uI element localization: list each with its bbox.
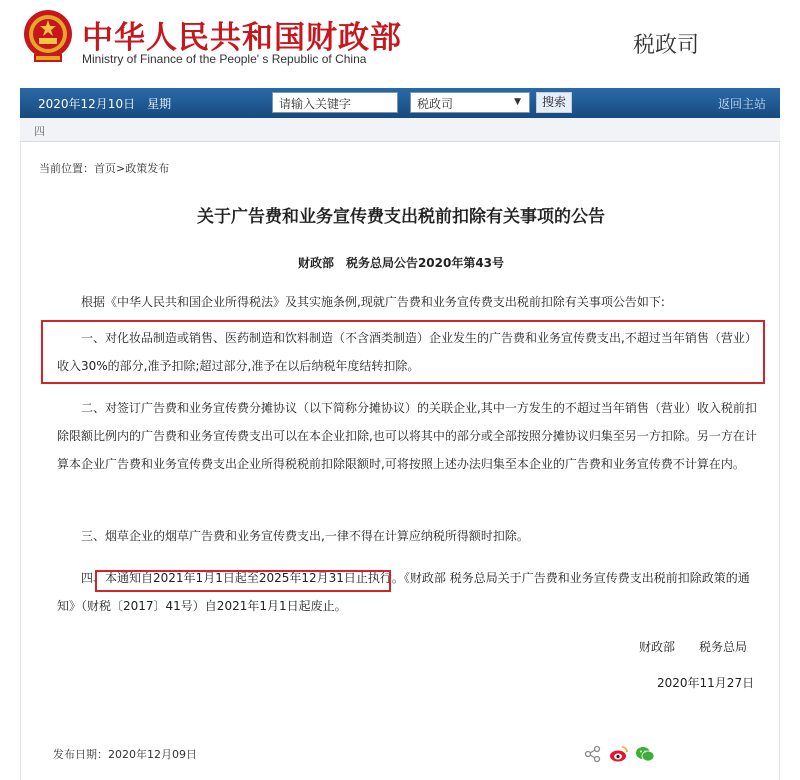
signature-date: 2020年11月27日 [657,676,755,690]
share-icon[interactable] [583,744,603,764]
publish-date: 发布日期：2020年12月09日 [53,748,197,761]
article-subtitle: 财政部 税务总局公告2020年第43号 [297,256,505,270]
article-paragraph-4-prefix: 四、 [81,571,106,585]
brand-title-en: Ministry of Finance of the People' s Republic of China [82,52,367,66]
breadcrumb-prefix: 当前位置： [39,162,94,175]
breadcrumb-home[interactable]: 首页 [94,162,116,175]
article-intro [57,288,767,316]
national-emblem-icon[interactable] [22,8,74,64]
chevron-down-icon: ▼ [514,97,521,107]
sub-nav-icon: 四 [34,125,45,138]
article-content [20,142,780,780]
nav-date: 2020年12月10日 星期 [38,97,172,111]
top-nav-bar [20,88,780,118]
signatory-mof: 财政部 [639,640,676,654]
article-paragraph-1 [57,324,767,380]
weibo-icon[interactable] [609,744,629,764]
department-select-value: 税政司 [417,97,454,111]
search-button[interactable]: 搜索 [536,92,572,113]
article-intro-text: 根据《中华人民共和国企业所得税法》及其实施条例,现就广告费和业务宣传费支出税前扣除有关事项公告如下: [81,295,665,309]
article-paragraph-4 [57,564,767,620]
article-paragraph-3 [57,522,767,550]
brand-title-cn[interactable]: 中华人民共和国财政部 [82,20,402,56]
article-paragraph-4-highlight: 本通知自2021年1月1日起至2025年12月31日止执行。 [105,571,404,585]
breadcrumb-section[interactable]: 政策发布 [125,162,170,175]
breadcrumb [39,160,169,176]
wechat-icon[interactable] [635,744,655,764]
search-input[interactable]: 请输入关键字 [272,92,398,113]
article-paragraph-4-rest: 《财政部 税务总局关于广告费和业务宣传费支出税前扣除政策的通知》（财税〔2017〕41号）自2021年1月1日起废止。 [57,571,750,613]
article-title: 关于广告费和业务宣传费支出税前扣除有关事项的公告 [197,207,605,227]
article-paragraph-2-text: 二、对签订广告费和业务宣传费分摊协议（以下简称分摊协议）的关联企业,其中一方发生的不超过当年销售（营业）收入税前扣除限额比例内的广告费和业务宣传费支出可以在本企业扣除,也可以将其中的部分或全部按照分摊协议归集至另一方扣除。另一方在计算本企业广告费和业务宣传费支出企业所得税税前扣除限额时,可将按照上述办法归集至本企业的广告费和业务宣传费不计算在内。 [57,401,757,471]
department-name: 税政司 [633,33,700,58]
article-paragraph-3-text: 三、烟草企业的烟草广告费和业务宣传费支出,一律不得在计算应纳税所得额时扣除。 [81,529,529,543]
department-select[interactable] [410,92,530,113]
breadcrumb-separator: > [116,162,126,175]
site-header [0,0,800,84]
article-paragraph-2 [57,394,767,478]
sub-nav-bar [20,118,780,142]
back-to-main-site-link[interactable]: 返回主站 [718,97,767,111]
article-paragraph-1-text: 一、对化妆品制造或销售、医药制造和饮料制造（不含酒类制造）企业发生的广告费和业务宣传费支出,不超过当年销售（营业）收入30%的部分,准予扣除;超过部分,准予在以后纳税年度结转扣除。 [57,331,757,373]
signatory-sat: 税务总局 [699,640,748,654]
